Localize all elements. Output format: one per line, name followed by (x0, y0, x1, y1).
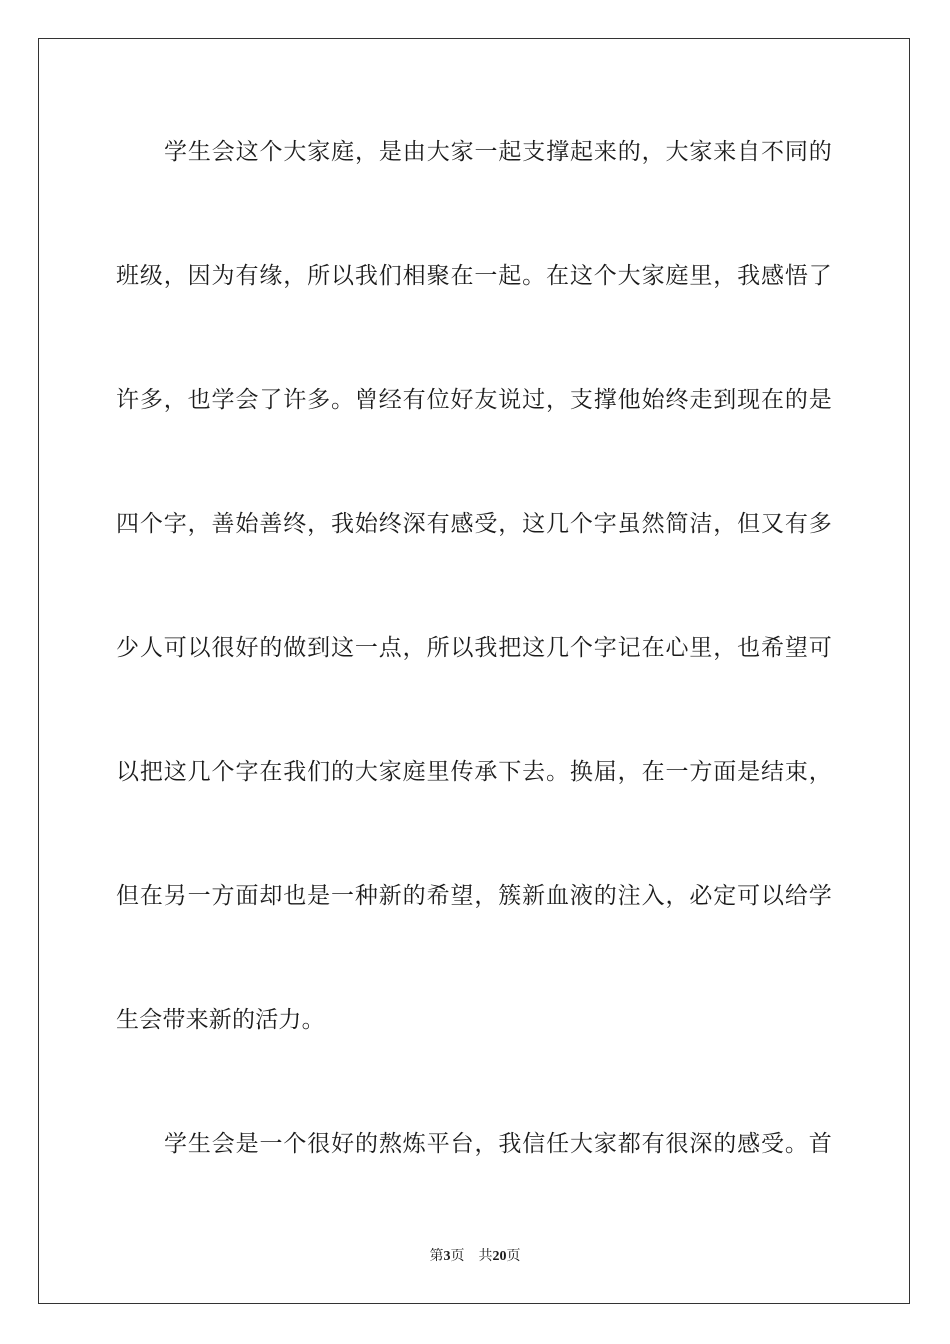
page-prefix: 第 (429, 1248, 444, 1264)
paragraph-1-line-7: 但在另一方面却也是一种新的希望，簇新血液的注入，必定可以给学 (116, 883, 832, 909)
page-total-number: 20 (492, 1249, 507, 1264)
paragraph-1-line-3: 许多，也学会了许多。曾经有位好友说过，支撑他始终走到现在的是 (116, 387, 832, 413)
page-suffix: 页 (450, 1248, 465, 1264)
paragraph-1-line-1: 学生会这个大家庭，是由大家一起支撑起来的，大家来自不同的 (164, 139, 832, 165)
total-suffix: 页 (506, 1248, 521, 1264)
page-footer (0, 1246, 950, 1267)
paragraph-1-line-2: 班级，因为有缘，所以我们相聚在一起。在这个大家庭里，我感悟了 (116, 263, 832, 289)
paragraph-1-line-4: 四个字，善始善终，我始终深有感受，这几个字虽然简洁，但又有多 (116, 511, 832, 537)
page-current-number: 3 (443, 1249, 451, 1264)
paragraph-1-line-8: 生会带来新的活力。 (116, 1007, 325, 1033)
page-border (38, 38, 910, 1304)
paragraph-1-line-6: 以把这几个字在我们的大家庭里传承下去。换届，在一方面是结束， (116, 759, 832, 785)
total-prefix: 共 (478, 1248, 493, 1264)
paragraph-1-line-5: 少人可以很好的做到这一点，所以我把这几个字记在心里，也希望可 (116, 635, 832, 661)
paragraph-2-line-1: 学生会是一个很好的熬炼平台，我信任大家都有很深的感受。首 (164, 1131, 832, 1157)
